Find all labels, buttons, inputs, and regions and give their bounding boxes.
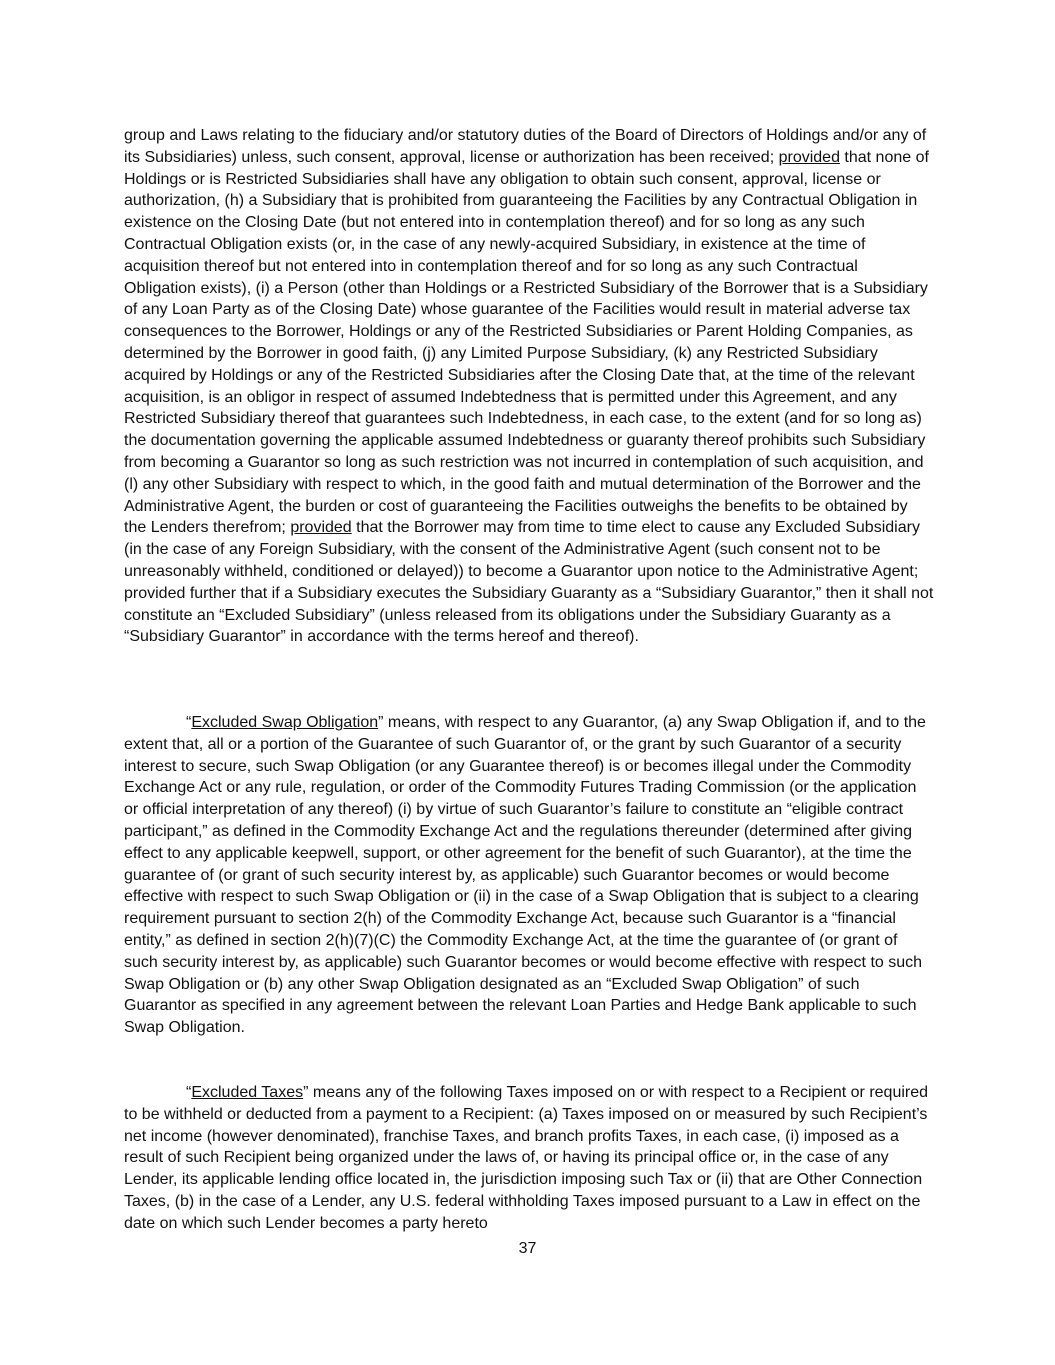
paragraph-text: that none of Holdings or is Restricted Subsidiaries shall have any obligation to obtain such consent, approval, license or authorization, (h) a Subsidiary that is prohibited from guaranteeing the Facilities by any Contractual Obligation in existence on the Closing Date (but not entered into in contemplation thereof) and for so long as any such Contractual Obligation exists (or, in the case of any newly-acquired Subsidiary, in existence at the time of acquisition thereof but not entered into in contemplation thereof and for so long as any such Contractual Obligation exists), (i) a Person (other than Holdings or a Restricted Subsidiary of the Borrower that is a Subsidiary of any Loan Party as of the Closing Date) whose guarantee of the Facilities would result in material adverse tax consequences to the Borrower, Holdings or any of the Restricted Subsidiaries or Parent Holding Companies, as determined by the Borrower in good faith, (j) any Limited Purpose Subsidiary, (k) any Restricted Subsidiary acquired by Holdings or any of the Restricted Subsidiaries after the Closing Date that, at the time of the relevant acquisition, is an obligor in respect of assumed Indebtedness that is permitted under this Agreement, and any Restricted Subsidiary thereof that guarantees such Indebtedness, in each case, to the extent (and for so long as) the documentation governing the applicable assumed Indebtedness or guaranty thereof prohibits such Subsidiary from becoming a Guarantor so long as such restriction was not incurred in contemplation of such acquisition, and (l) any other Subsidiary with respect to which, in the good faith and mutual determination of the Borrower and the Administrative Agent, the burden or cost of guaranteeing the Facilities outweighs the benefits to be obtained by the Lenders therefrom;: [124, 148, 929, 537]
paragraph-excluded-taxes: [124, 1082, 934, 1235]
paragraph-text: ” means, with respect to any Guarantor, (a) any Swap Obligation if, and to the extent that, all or a portion of the Guarantee of such Guarantor of, or the grant by such Guarantor of a security interest to secure, such Swap Obligation (or any Guarantee thereof) is or becomes illegal under the Commodity Exchange Act or any rule, regulation, or order of the Commodity Futures Trading Commission (or the application or official interpretation of any thereof) (i) by virtue of such Guarantor’s failure to constitute an “eligible contract participant,” as defined in the Commodity Exchange Act and the regulations thereunder (determined after giving effect to any applicable keepwell, support, or other agreement for the benefit of such Guarantor), at the time the guarantee of (or grant of such security interest by, as applicable) such Guarantor becomes or would become effective with respect to such Swap Obligation or (ii) in the case of a Swap Obligation that is subject to a clearing requirement pursuant to section 2(h) of the Commodity Exchange Act, because such Guarantor is a “financial entity,” as defined in section 2(h)(7)(C) the Commodity Exchange Act, at the time the guarantee of (or grant of such security interest by, as applicable) such Guarantor becomes or would become effective with respect to such Swap Obligation or (b) any other Swap Obligation designated as an “Excluded Swap Obligation” of such Guarantor as specified in any agreement between the relevant Loan Parties and Hedge Bank applicable to such Swap Obligation.: [124, 714, 926, 1037]
provided-term: provided: [290, 519, 352, 537]
paragraph-excluded-subsidiary-continued: [124, 125, 934, 648]
defined-term: Excluded Taxes: [191, 1084, 304, 1101]
open-quote: “: [186, 1084, 192, 1101]
page-number: 37: [518, 1240, 537, 1257]
paragraph-text: ” means any of the following Taxes imposed on or with respect to a Recipient or required to be withheld or deducted from a payment to a Recipient: (a) Taxes imposed on or measured by such Recipient’s net income (however denominated), franchise Taxes, and branch profits Taxes, in each case, (i) imposed as a result of such Recipient being organized under the laws of, or having its principal office or, in the case of any Lender, its applicable lending office located in, the jurisdiction imposing such Tax or (ii) that are Other Connection Taxes, (b) in the case of a Lender, any U.S. federal withholding Taxes imposed pursuant to a Law in effect on the date on which such Lender becomes a party hereto: [124, 1084, 929, 1232]
open-quote: “: [186, 714, 192, 731]
paragraph-text: that the Borrower may from time to time elect to cause any Excluded Subsidiary (in the case of any Foreign Subsidiary, with the consent of the Administrative Agent (such consent not to be unreasonably withheld, conditioned or delayed)) to become a Guarantor upon notice to the Administrative Agent; provided further that if a Subsidiary executes the Subsidiary Guaranty as a “Subsidiary Guarantor,” then it shall not constitute an “Excluded Subsidiary” (unless released from its obligations under the Subsidiary Guaranty as a “Subsidiary Guarantor” in accordance with the terms hereof and thereof).: [124, 519, 934, 646]
paragraph-text: group and Laws relating to the fiduciary and/or statutory duties of the Board of Directors of Holdings and/or any of its Subsidiaries) unless, such consent, approval, license or authorization has been received;: [124, 127, 927, 166]
provided-term: provided: [778, 148, 840, 166]
paragraph-excluded-swap-obligation: [124, 712, 934, 1039]
defined-term: Excluded Swap Obligation: [191, 714, 379, 731]
